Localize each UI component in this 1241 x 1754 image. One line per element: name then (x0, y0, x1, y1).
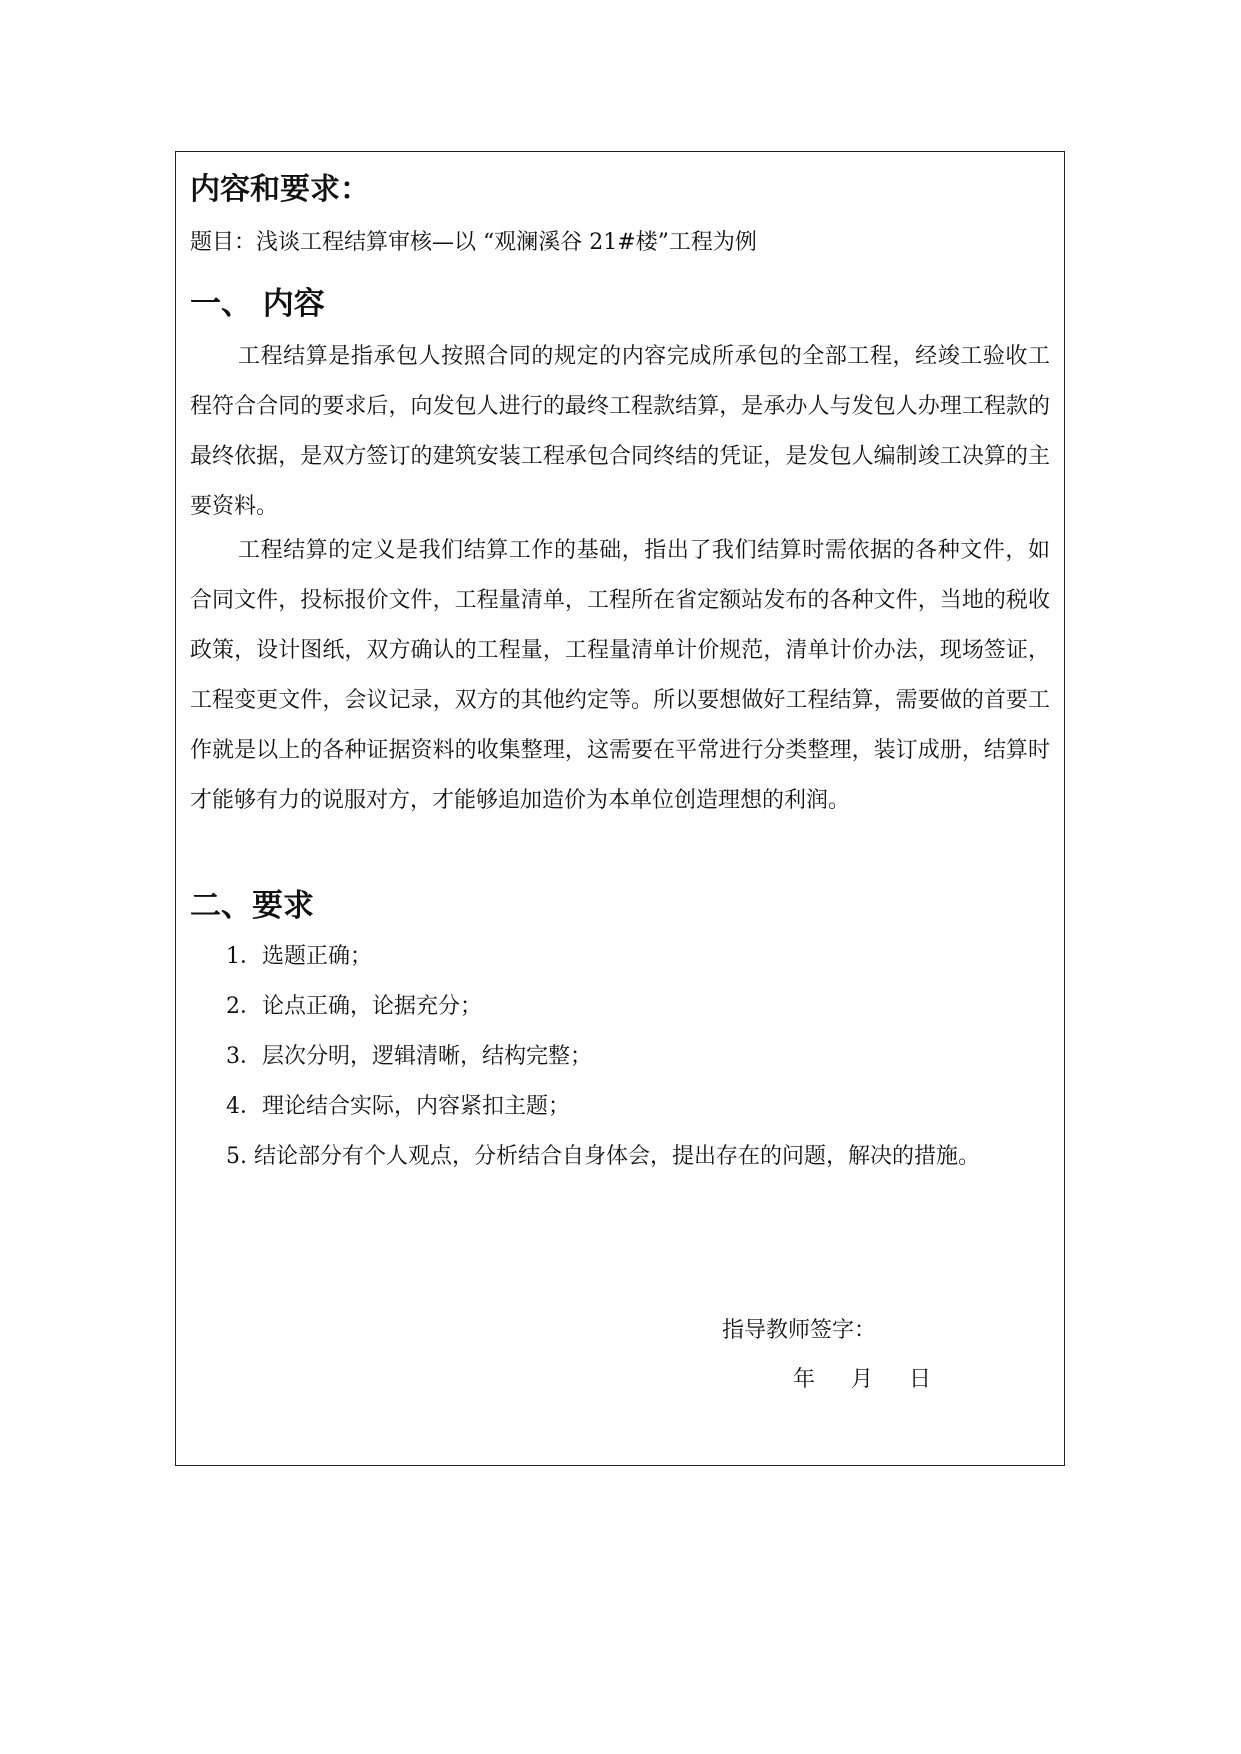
requirement-item: 4．理论结合实际，内容紧扣主题； (226, 1094, 570, 1119)
header-title: 内容和要求： (190, 172, 370, 207)
content-paragraph: 工程结算是指承包人按照合同的规定的内容完成所承包的全部工程，经竣工验收工程符合合同的要求后，向发包人进行的最终工程款结算，是承办人与发包人办理工程款的最终依据，是双方签订的建筑安装工程承包合同终结的凭证，是发包人编制竣工决算的主要资料。 (190, 344, 1050, 519)
requirement-item: 5. 结论部分有个人观点，分析结合自身体会，提出存在的问题，解决的措施。 (226, 1144, 980, 1169)
requirement-item: 3．层次分明，逻辑清晰，结构完整； (226, 1044, 592, 1069)
subject-line: 题目：浅谈工程结算审核—以 “观澜溪谷 21#楼”工程为例 (190, 230, 757, 255)
section-requirements-title: 二、要求 (190, 888, 314, 924)
requirement-item: 2．论点正确，论据充分； (226, 994, 482, 1019)
section-content-title: 一、 内容 (190, 286, 325, 322)
requirements-list (226, 932, 1062, 1182)
day-label: 日 (909, 1367, 932, 1392)
advisor-signature-label: 指导教师签字： (722, 1318, 877, 1343)
content-paragraph: 工程结算的定义是我们结算工作的基础，指出了我们结算时需依据的各种文件，如合同文件，投标报价文件，工程量清单，工程所在省定额站发布的各种文件，当地的税收政策，设计图纸，双方确认的工程量，工程量清单计价规范，清单计价办法，现场签证，工程变更文件，会议记录，双方的其他约定等。所以要想做好工程结算，需要做的首要工作就是以上的各种证据资料的收集整理，这需要在平常进行分类整理，装订成册，结算时才能够有力的说服对方，才能够追加造价为本单位创造理想的利润。 (190, 538, 1050, 813)
year-label: 年 (793, 1367, 816, 1392)
signature-date (793, 1362, 931, 1393)
month-label: 月 (851, 1367, 874, 1392)
requirement-item: 1．选题正确； (226, 944, 372, 969)
